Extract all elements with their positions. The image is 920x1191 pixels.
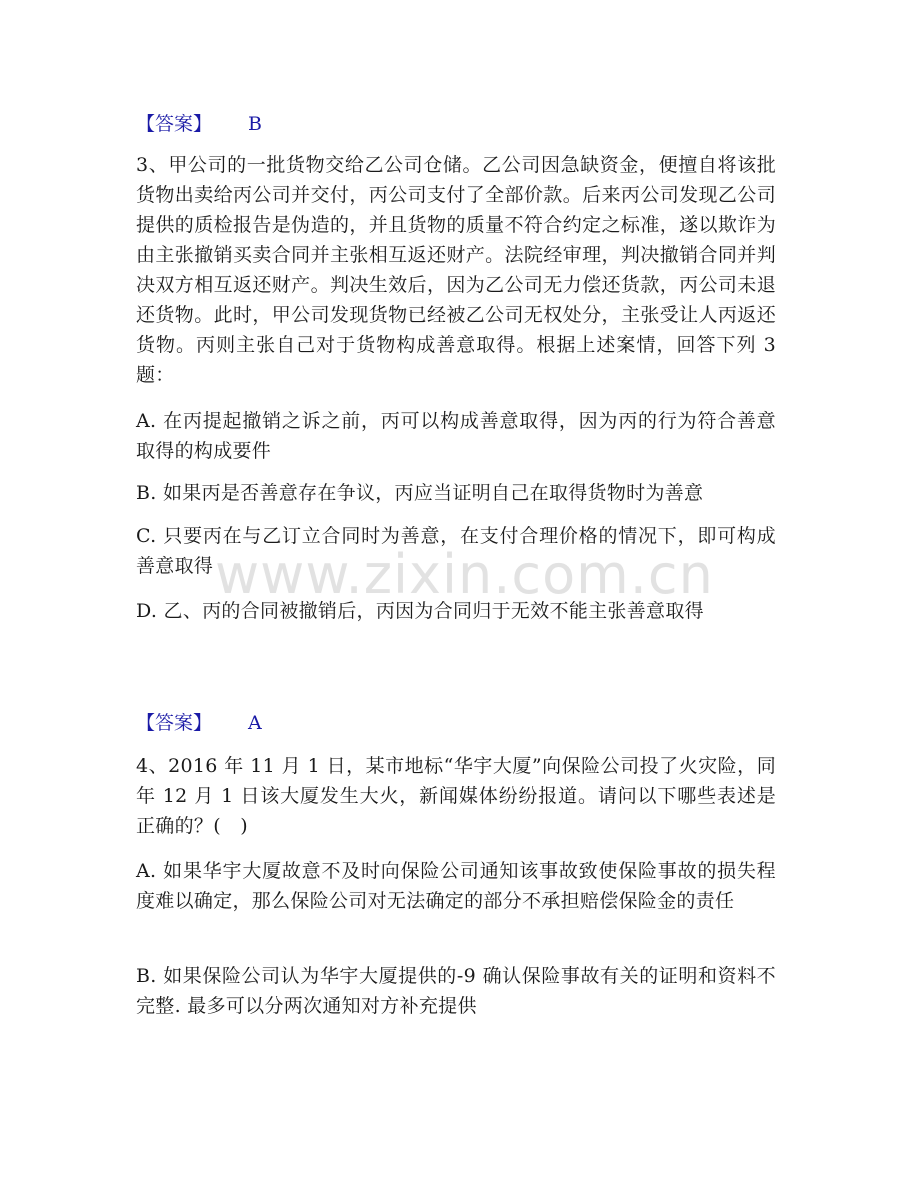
- watermark: www.zixin.com.cn: [215, 543, 714, 606]
- q4-option-a: A. 如果华宇大厦故意不及时向保险公司通知该事故致使保险事故的损失程度难以确定，那么保险公司对无法确定的部分不承担赔偿保险金的责任: [136, 860, 776, 912]
- q4-option-b: B. 如果保险公司认为华宇大厦提供的-9 确认保险事故有关的证明和资料不完整. 最多可以分两次通知对方补充提供: [136, 965, 776, 1017]
- q3-option-a: A. 在丙提起撤销之诉之前，丙可以构成善意取得，因为丙的行为符合善意取得的构成要件: [136, 410, 776, 462]
- answer-label: 【答案】: [136, 113, 213, 135]
- answer-value: B: [248, 113, 262, 135]
- q3-option-c: C. 只要丙在与乙订立合同时为善意，在支付合理价格的情况下，即可构成善意取得: [136, 525, 776, 577]
- q3-option-b: B. 如果丙是否善意存在争议，丙应当证明自己在取得货物时为善意: [136, 482, 704, 504]
- question-4-stem: 4、2016 年 11 月 1 日，某市地标“华宇大厦”向保险公司投了火灾险，同年 12 月 1 日该大厦发生大火，新闻媒体纷纷报道。请问以下哪些表述是正确的？( ): [136, 755, 776, 837]
- q3-option-d: D. 乙、丙的合同被撤销后，丙因为合同归于无效不能主张善意取得: [136, 600, 704, 622]
- question-3-stem: 3、甲公司的一批货物交给乙公司仓储。乙公司因急缺资金，便擅自将该批货物出卖给丙公司并交付，丙公司支付了全部价款。后来丙公司发现乙公司提供的质检报告是伪造的，并且货物的质量不符合约定之标准，遂以欺诈为由主张撤销买卖合同并主张相互返还财产。法院经审理，判决撤销合同并判决双方相互返还财产。判决生效后，因为乙公司无力偿还货款，丙公司未退还货物。此时，甲公司发现货物已经被乙公司无权处分，主张受让人丙返还货物。丙则主张自己对于货物构成善意取得。根据上述案情，回答下列 3 题：: [136, 154, 776, 386]
- answer-value: A: [248, 712, 262, 734]
- answer-line-q2: [136, 110, 262, 138]
- answer-line-q3: [136, 709, 262, 737]
- answer-label: 【答案】: [136, 712, 213, 734]
